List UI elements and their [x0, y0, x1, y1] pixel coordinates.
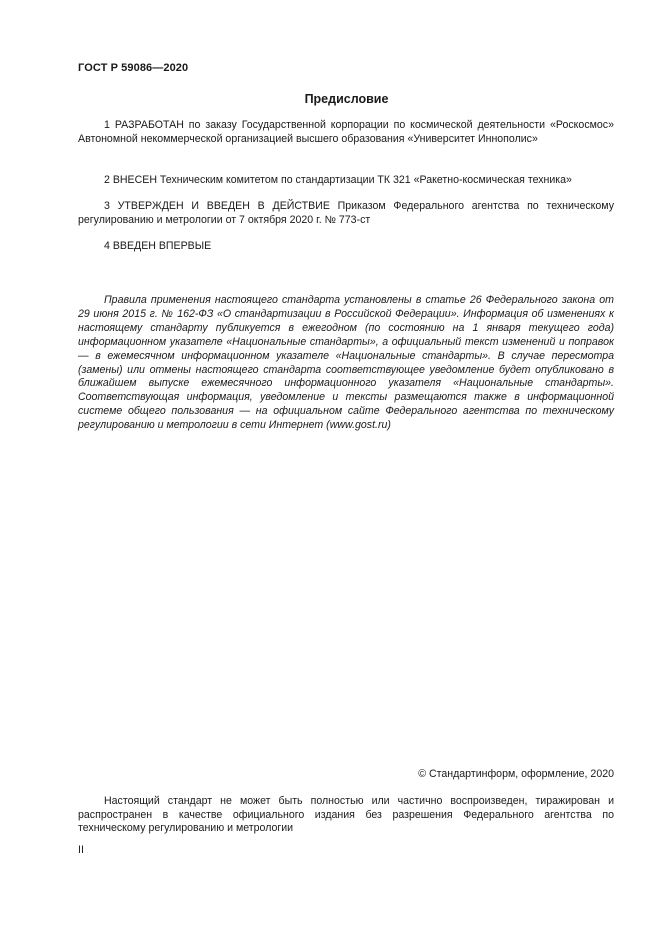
- page-number: II: [78, 844, 84, 856]
- copyright-line: © Стандартинформ, оформление, 2020: [418, 768, 614, 780]
- foreword-item-introduced: 2 ВНЕСЕН Техническим комитетом по стандартизации ТК 321 «Ракетно-космическая техника»: [104, 174, 572, 186]
- application-rules-notice: Правила применения настоящего стандарта установлены в статье 26 Федерального закона от 29 июня 2015 г. № 162-ФЗ «О стандартизации в Российской Федерации». Информация об изменениях к настоящему стандарту публикуется в ежегодном (по состоянию на 1 января текущего года) информационном указателе «Национальные стандарты», а официальный текст изменений и поправок — в ежемесячном информационном указателе «Национальные стандарты». В случае пересмотра (замены) или отмены настоящего стандарта соответствующее уведомление будет опубликовано в ближайшем выпуске ежемесячного информационного указателя «Национальные стандарты». Соответствующая информация, уведомление и тексты размещаются также в информационной системе общего пользования — на официальном сайте Федерального агентства по техническому регулированию и метрологии в сети Интернет (www.gost.ru): [78, 294, 614, 432]
- page-title: Предисловие: [304, 92, 389, 106]
- foreword-item-first-time: 4 ВВЕДЕН ВПЕРВЫЕ: [104, 240, 212, 252]
- document-code: ГОСТ Р 59086—2020: [78, 62, 189, 74]
- reproduction-rights-notice: Настоящий стандарт не может быть полностью или частично воспроизведен, тиражирован и распространен в качестве официального издания без разрешения Федерального агентства по техническому регулированию и метрологии: [78, 795, 614, 835]
- foreword-item-approved: 3 УТВЕРЖДЕН И ВВЕДЕН В ДЕЙСТВИЕ Приказом Федерального агентства по техническому регулированию и метрологии от 7 октября 2020 г. № 773-ст: [78, 200, 614, 226]
- foreword-item-developed: 1 РАЗРАБОТАН по заказу Государственной корпорации по космической деятельности «Роскосмос» Автономной некоммерческой организацией высшего образования «Университет Иннополис»: [78, 119, 614, 145]
